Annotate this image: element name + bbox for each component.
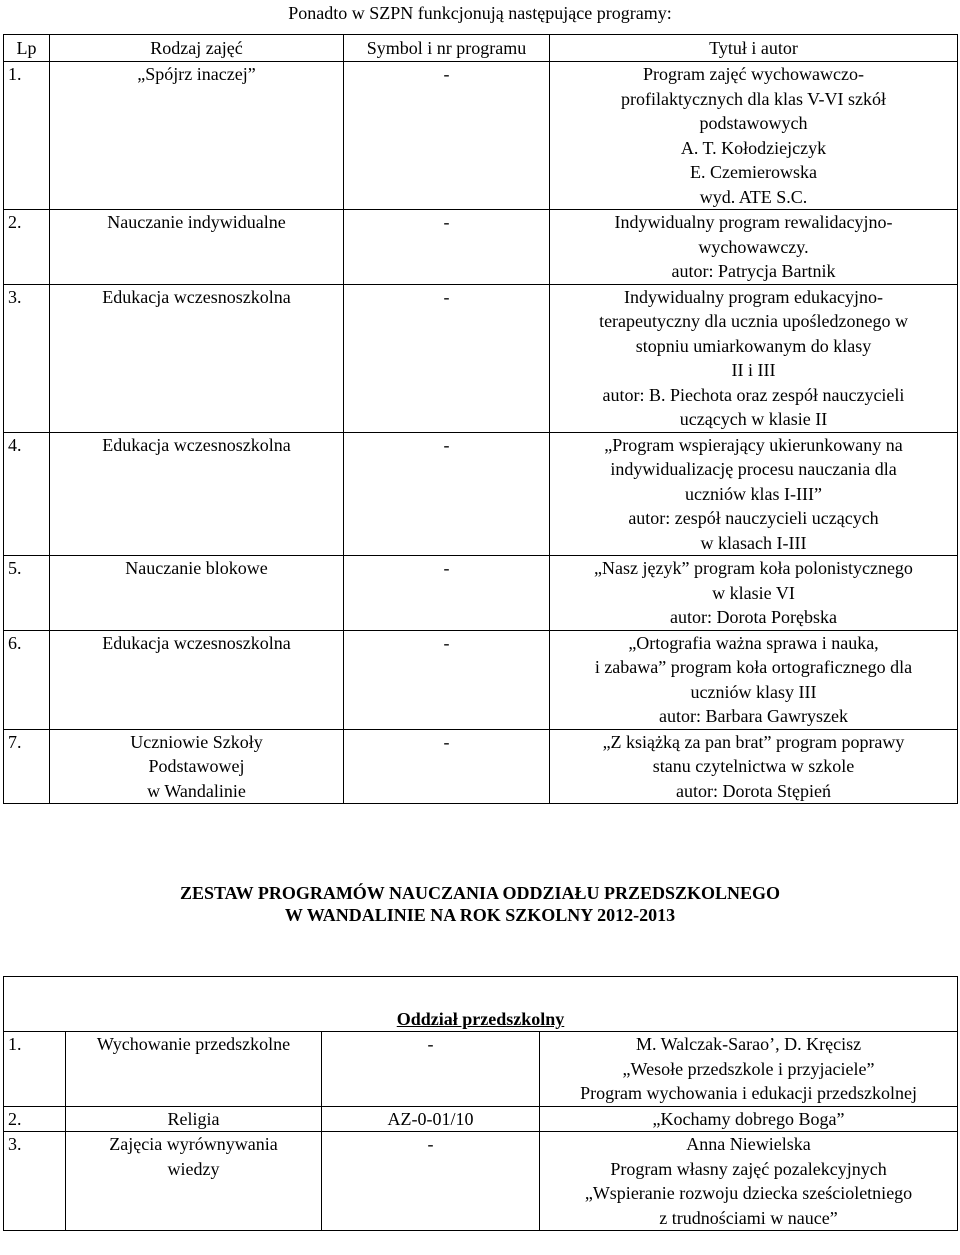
table-row (4, 1132, 958, 1231)
cell-rodzaj-line: Nauczanie indywidualne (107, 212, 286, 232)
cell-rodzaj-line: Edukacja wczesnoszkolna (102, 286, 291, 307)
table-row (4, 210, 958, 285)
cell-rodzaj-line: Nauczanie blokowe (125, 558, 268, 578)
cell-tytul-line: w klasie VI (712, 582, 795, 603)
cell-tytul-line: M. Walczak-Sarao’, D. Kręcisz (635, 1034, 862, 1054)
cell-rodzaj-line: w Wandalinie (147, 780, 246, 801)
cell-symbol: - (344, 729, 550, 804)
cell-rodzaj-line: Wychowanie przedszkolne (96, 1034, 291, 1054)
cell-tytul-line: uczniów klasy III (690, 681, 817, 702)
cell-rodzaj (50, 729, 344, 804)
cell-tytul-line: indywidualizację procesu nauczania dla (610, 459, 897, 479)
cell-lp: 5. (4, 556, 50, 631)
cell-rodzaj (50, 556, 344, 631)
cell-lp: 2. (4, 1106, 66, 1132)
cell-tytul (550, 729, 958, 804)
cell-tytul (550, 284, 958, 432)
header-symbol: Symbol i nr programu (344, 35, 550, 62)
table-row (4, 432, 958, 556)
header-rodzaj: Rodzaj zajęć (50, 35, 344, 62)
cell-tytul-line: Indywidualny program rewalidacyjno- (614, 212, 893, 232)
cell-tytul-line: uczących w klasie II (679, 409, 828, 429)
cell-tytul-line: E. Czemierowska (690, 162, 817, 182)
cell-rodzaj-line: Edukacja wczesnoszkolna (102, 434, 291, 455)
cell-rodzaj (50, 62, 344, 210)
cell-lp: 4. (4, 432, 50, 556)
group-title: Oddział przedszkolny (4, 977, 958, 1032)
cell-tytul-line: „Wesołe przedszkole i przyjaciele” (622, 1058, 875, 1079)
cell-rodzaj-line: Podstawowej (148, 756, 245, 776)
cell-tytul-line: autor: zespół nauczycieli uczących (628, 508, 879, 528)
cell-tytul-line: „Wspieranie rozwoju dziecka sześcioletniego (584, 1183, 913, 1203)
cell-tytul (550, 556, 958, 631)
cell-tytul-line: stopniu umiarkowanym do klasy (635, 335, 872, 356)
cell-rodzaj (66, 1132, 322, 1231)
cell-tytul-line: „Kochamy dobrego Boga” (652, 1108, 845, 1129)
cell-tytul-line: Indywidualny program edukacyjno- (624, 286, 883, 307)
cell-rodzaj (50, 432, 344, 556)
cell-rodzaj-line: Uczniowie Szkoły (130, 731, 263, 752)
cell-symbol: - (322, 1032, 540, 1107)
section-title-line: W WANDALINIE NA ROK SZKOLNY 2012-2013 (284, 905, 676, 925)
cell-tytul-line: i zabawa” program koła ortograficznego dla (594, 657, 913, 677)
table-row (4, 556, 958, 631)
cell-tytul-line: z trudnościami w nauce” (659, 1207, 838, 1228)
section-title (0, 882, 960, 926)
cell-tytul-line: uczniów klas I-III” (685, 483, 822, 504)
cell-lp: 3. (4, 284, 50, 432)
cell-symbol: - (322, 1132, 540, 1231)
cell-tytul-line: „Program wspierający ukierunkowany na (604, 434, 903, 455)
cell-tytul-line: stanu czytelnictwa w szkole (652, 756, 855, 776)
cell-rodzaj (50, 284, 344, 432)
cell-rodzaj-line: Religia (167, 1108, 220, 1129)
cell-symbol: - (344, 210, 550, 285)
cell-tytul-line: II i III (731, 360, 776, 380)
cell-tytul-line: autor: Patrycja Bartnik (671, 261, 836, 281)
cell-tytul-line: w klasach I-III (700, 532, 807, 553)
preschool-table (3, 976, 958, 1231)
cell-symbol: AZ-0-01/10 (322, 1106, 540, 1132)
cell-tytul-line: Anna Niewielska (686, 1134, 811, 1154)
cell-tytul-line: autor: B. Piechota oraz zespół nauczycieli (602, 384, 905, 405)
cell-tytul-line: A. T. Kołodziejczyk (680, 137, 827, 158)
cell-symbol: - (344, 630, 550, 729)
cell-rodzaj (50, 630, 344, 729)
cell-tytul-line: autor: Dorota Stępień (676, 780, 831, 801)
cell-tytul-line: „Nasz język” program koła polonistycznego (594, 558, 913, 578)
cell-tytul-line: podstawowych (699, 113, 808, 133)
cell-tytul-line: wychowawczy. (698, 236, 809, 257)
cell-rodzaj-line: „Spójrz inaczej” (137, 64, 256, 84)
cell-symbol: - (344, 284, 550, 432)
cell-tytul-line: „Ortografia ważna sprawa i nauka, (628, 632, 879, 653)
cell-rodzaj-line: Edukacja wczesnoszkolna (102, 632, 291, 653)
programs-table (3, 34, 958, 804)
cell-lp: 1. (4, 1032, 66, 1107)
cell-tytul-line: terapeutyczny dla ucznia upośledzonego w (599, 311, 908, 331)
cell-tytul (550, 630, 958, 729)
cell-tytul-line: autor: Barbara Gawryszek (659, 706, 848, 726)
cell-tytul (550, 62, 958, 210)
group-title-row (4, 977, 958, 1032)
cell-tytul (550, 210, 958, 285)
cell-tytul (540, 1132, 958, 1231)
cell-tytul (540, 1032, 958, 1107)
cell-symbol: - (344, 62, 550, 210)
cell-tytul (540, 1106, 958, 1132)
cell-rodzaj-line: wiedzy (167, 1158, 220, 1179)
cell-rodzaj-line: Zajęcia wyrównywania (109, 1134, 278, 1154)
cell-tytul-line: „Z książką za pan brat” program poprawy (602, 731, 905, 752)
header-tytul: Tytuł i autor (550, 35, 958, 62)
cell-tytul-line: Program zajęć wychowawczo- (643, 64, 864, 84)
cell-lp: 1. (4, 62, 50, 210)
section-title-line: ZESTAW PROGRAMÓW NAUCZANIA ODDZIAŁU PRZEDSZKOLNEGO (179, 883, 781, 903)
cell-lp: 7. (4, 729, 50, 804)
table-row (4, 1032, 958, 1107)
header-lp: Lp (4, 35, 50, 62)
table-row (4, 284, 958, 432)
cell-tytul (550, 432, 958, 556)
cell-rodzaj (66, 1032, 322, 1107)
cell-tytul-line: Program własny zajęć pozalekcyjnych (610, 1158, 887, 1179)
cell-rodzaj (66, 1106, 322, 1132)
cell-tytul-line: Program wychowania i edukacji przedszkolnej (580, 1083, 917, 1103)
table-header-row (4, 35, 958, 62)
cell-rodzaj (50, 210, 344, 285)
table-row (4, 62, 958, 210)
cell-lp: 2. (4, 210, 50, 285)
table-row (4, 1106, 958, 1132)
cell-lp: 3. (4, 1132, 66, 1231)
table-row (4, 630, 958, 729)
cell-lp: 6. (4, 630, 50, 729)
cell-tytul-line: profilaktycznych dla klas V-VI szkół (621, 88, 886, 109)
page-heading: Ponadto w SZPN funkcjonują następujące programy: (288, 3, 672, 23)
cell-tytul-line: autor: Dorota Porębska (670, 607, 837, 627)
cell-tytul-line: wyd. ATE S.C. (699, 186, 808, 207)
table-row (4, 729, 958, 804)
cell-symbol: - (344, 556, 550, 631)
cell-symbol: - (344, 432, 550, 556)
